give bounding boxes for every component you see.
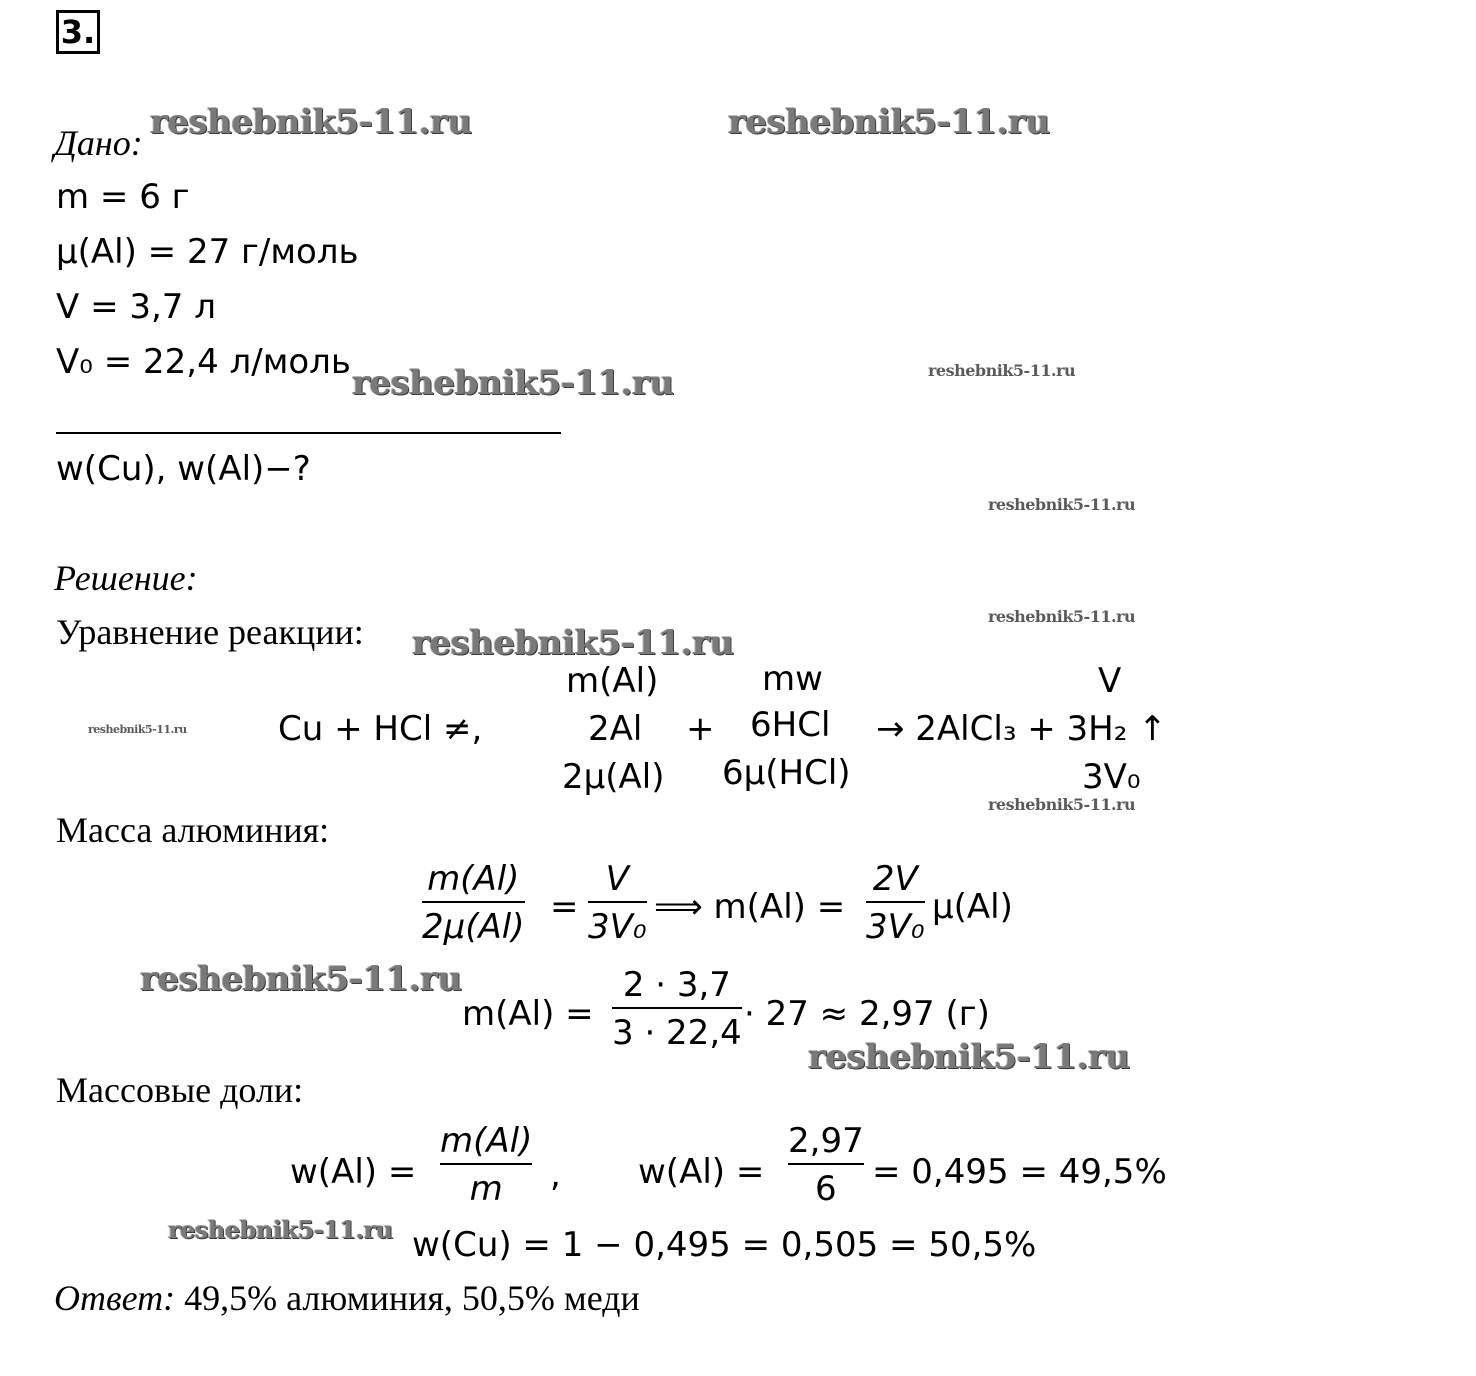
watermark: reshebnik5-11.ru [988,795,1136,814]
w-eq2-fraction [788,1121,864,1209]
reaction-heading: Уравнение реакции: [56,612,364,652]
mass-heading: Масса алюминия: [56,810,330,850]
given-mass: m = 6 г [56,177,190,217]
w-eq2-numerator: 2,97 [788,1121,864,1161]
fraction-bar [612,1007,742,1009]
eq1-f3-numerator: 2V [872,859,918,899]
eq2-fraction [612,965,742,1053]
reaction-plus: + [686,709,715,749]
eq2-numerator: 2 · 3,7 [622,965,731,1005]
answer-line [54,1280,640,1316]
eq2-denominator: 3 · 22,4 [612,1013,742,1053]
watermark: reshebnik5-11.ru [150,102,472,142]
watermark: reshebnik5-11.ru [808,1037,1130,1077]
watermark: reshebnik5-11.ru [168,1215,393,1244]
watermark: reshebnik5-11.ru [88,723,187,736]
watermark: reshebnik5-11.ru [728,102,1050,142]
answer-text: 49,5% алюминия, 50,5% меди [184,1278,640,1318]
given-divider [56,432,561,434]
eq1-fraction-2 [588,859,647,947]
eq1-f1-numerator: m(Al) [427,859,520,899]
watermark: reshebnik5-11.ru [988,607,1136,626]
w-eq3: w(Cu) = 1 − 0,495 = 0,505 = 50,5% [412,1225,1037,1265]
h2-top: V [1098,661,1122,701]
hcl-mid: 6HCl [750,705,831,745]
al-bot: 2μ(Al) [562,757,665,797]
eq1-fraction-1 [422,859,525,947]
given-label: Дано: [54,123,143,163]
w-eq1-fraction [440,1121,533,1209]
watermark: reshebnik5-11.ru [988,495,1136,514]
fraction-bar [866,901,925,903]
al-top: m(Al) [566,661,659,701]
w-eq2-denominator: 6 [815,1169,837,1209]
given-molar-mass: μ(Al) = 27 г/моль [56,232,359,272]
eq1-f1-denominator: 2μ(Al) [422,907,525,947]
eq1-tail: μ(Al) [932,887,1013,927]
w-eq1-denominator: m [469,1169,503,1209]
given-volume: V = 3,7 л [56,287,216,327]
reaction-products: → 2AlCl₃ + 3H₂ ↑ [876,709,1167,749]
eq1-implies: ⟹ m(Al) = [654,887,846,927]
given-molar-volume: V₀ = 22,4 л/моль [56,342,351,382]
eq1-fraction-3 [866,859,925,947]
problem-number: 3. [56,10,100,54]
fraction-bar [788,1163,864,1165]
watermark: reshebnik5-11.ru [412,623,734,663]
fraction-bar [422,901,525,903]
eq1-equals: = [550,887,579,927]
no-reaction: Cu + HCl ≠, [278,709,483,749]
find-line: w(Cu), w(Al)−? [56,449,311,489]
watermark: reshebnik5-11.ru [928,361,1076,380]
hcl-bot: 6μ(HCl) [722,753,851,793]
answer-label: Ответ: [54,1278,176,1318]
watermark: reshebnik5-11.ru [352,363,674,403]
fraction-bar [588,901,647,903]
w-eq2-lhs: w(Al) = [638,1152,765,1192]
w-eq1-comma: , [550,1155,561,1195]
solution-label: Решение: [54,558,198,598]
watermark: reshebnik5-11.ru [140,959,462,999]
eq2-lhs: m(Al) = [462,994,594,1034]
eq2-rhs: · 27 ≈ 2,97 (г) [744,994,990,1034]
h2-bot: 3V₀ [1082,757,1141,797]
eq1-f2-denominator: 3V₀ [588,907,647,947]
w-eq2-rhs: = 0,495 = 49,5% [872,1152,1167,1192]
fraction-bar [440,1163,532,1165]
al-mid: 2Al [588,709,643,749]
w-eq1-lhs: w(Al) = [290,1152,417,1192]
fractions-heading: Массовые доли: [56,1070,304,1110]
eq1-f3-denominator: 3V₀ [866,907,925,947]
eq1-f2-numerator: V [605,859,629,899]
hcl-top: mw [762,659,823,699]
w-eq1-numerator: m(Al) [440,1121,533,1161]
